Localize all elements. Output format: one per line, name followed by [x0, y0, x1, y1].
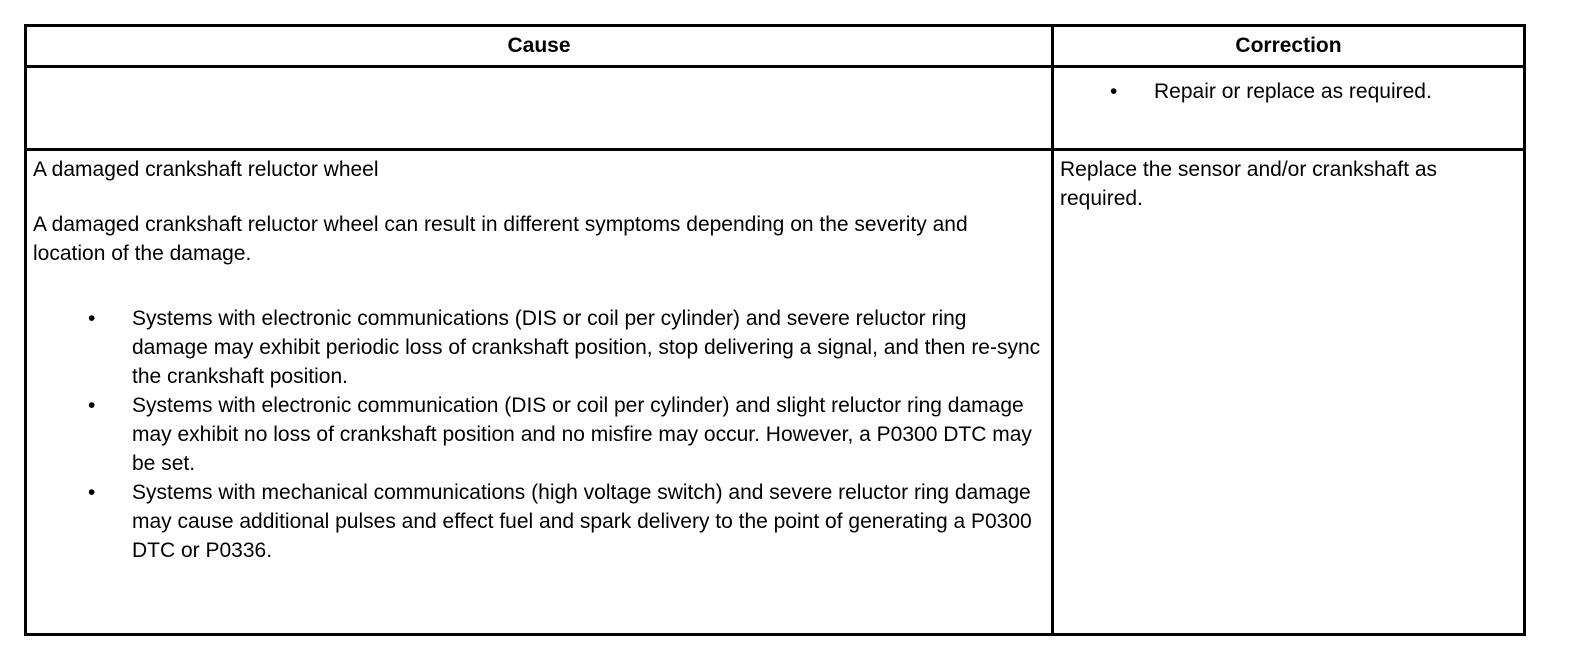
- correction-cell: [1053, 67, 1525, 150]
- table-header-row: [26, 26, 1525, 67]
- bullet-icon: •: [1110, 80, 1118, 103]
- cause-bullet-text: Systems with electronic communications (DIS or coil per cylinder) and severe reluctor ring damage may exhibit periodic loss of crankshaft position, stop delivering a signal, and then re-sync the crankshaft position.: [132, 307, 1041, 388]
- list-item: [33, 304, 1045, 391]
- correction-cell: [1053, 150, 1525, 635]
- correction-bullet-text: Repair or replace as required.: [1154, 80, 1432, 103]
- table-row: [26, 150, 1525, 635]
- list-item: [33, 478, 1045, 565]
- cause-bullet-list: [33, 304, 1045, 565]
- list-item: [33, 391, 1045, 478]
- bullet-icon: •: [88, 481, 96, 504]
- header-correction: Correction: [1053, 26, 1525, 67]
- cause-bullet-text: Systems with electronic communication (DIS or coil per cylinder) and slight reluctor ring damage may exhibit no loss of crankshaft position and no misfire may occur. However, a P0300 DTC may be set.: [132, 394, 1032, 475]
- cause-paragraph: A damaged crankshaft reluctor wheel can result in different symptoms depending on the severity and location of the damage.: [33, 213, 968, 265]
- list-item: [1054, 77, 1523, 106]
- cause-cell: [26, 150, 1053, 635]
- correction-bullet-list: [1054, 77, 1523, 106]
- bullet-icon: •: [88, 307, 96, 330]
- cause-title: A damaged crankshaft reluctor wheel: [33, 158, 379, 181]
- cause-correction-table: [24, 24, 1526, 636]
- cause-cell-empty: [26, 67, 1053, 150]
- table-row: [26, 67, 1525, 150]
- correction-text: Replace the sensor and/or crankshaft as required.: [1060, 158, 1438, 210]
- bullet-icon: •: [88, 394, 96, 417]
- cause-bullet-text: Systems with mechanical communications (high voltage switch) and severe reluctor ring damage may cause additional pulses and effect fuel and spark delivery to the point of generating a P0300 DTC or P0336.: [132, 481, 1032, 562]
- header-cause: Cause: [26, 26, 1053, 67]
